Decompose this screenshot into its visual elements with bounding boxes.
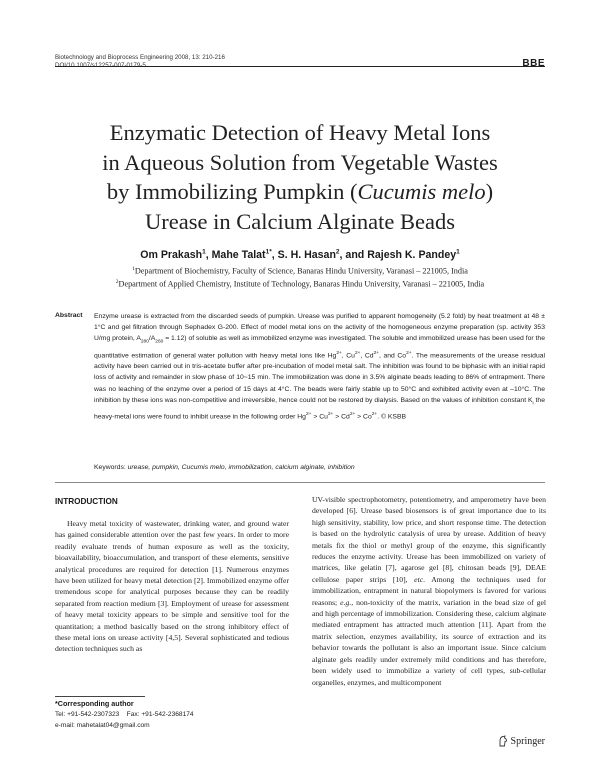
journal-line: Biotechnology and Bioprocess Engineering 2008, 13: 210-216 xyxy=(55,54,225,61)
affiliation-2: $^2$Department of Applied Chemistry, Institute of Technology, Banaras Hindu University, Varanasi – 221005, India xyxy=(115,279,485,289)
publisher-logo xyxy=(498,735,545,747)
journal-citation xyxy=(55,54,225,70)
title-line-3-pre: by Immobilizing Pumpkin ( xyxy=(106,179,358,204)
author: Rajesh K. Pandey$^1$ xyxy=(367,248,460,261)
affiliation-1: $^1$Department of Biochemistry, Faculty of Science, Banaras Hindu University, Varanasi – 221005, India xyxy=(132,266,468,276)
corresponding-author-label: *Corresponding author xyxy=(55,699,134,708)
title-line-3-post: ) xyxy=(485,179,494,204)
footnote-rule xyxy=(55,696,145,697)
left-column xyxy=(55,518,289,655)
right-column xyxy=(312,494,546,688)
author-list xyxy=(40,248,560,261)
keywords-rule xyxy=(55,482,545,483)
keywords xyxy=(94,464,545,471)
author: Mahe Talat$^{1*}$, xyxy=(211,248,278,261)
publisher-name: Springer xyxy=(510,735,545,747)
title-line-2: in Aqueous Solution from Vegetable Wastes xyxy=(102,149,498,175)
introduction-heading: INTRODUCTION xyxy=(55,497,118,506)
springer-horse-icon xyxy=(498,735,508,747)
author: Om Prakash$^1$, xyxy=(140,248,212,261)
title-line-4: Urease in Calcium Alginate Beads xyxy=(145,208,455,234)
author: S. H. Hasan$^2$, and xyxy=(277,248,368,261)
intro-paragraph-left: Heavy metal toxicity of wastewater, drinking water, and ground water has gained considerable attention over the past few years. In order to more readily evaluate trends of human exposure as well as the toxicity, bioavailability, bioaccumulation, and transport of these elements, sensitive analytical procedures are required for detection [1]. Numerous enzymes have been utilized for heavy metal detection [2]. Immobilized enzyme offer tremendous scope for analytical purposes because they can be readily separated from reaction medium [3]. Employment of urease for assessment of heavy metal toxicity appears to be simple and sensitive tool for the quantitation; a method basically based on the strong inhibitory effect of these metal ions on urease activity [4,5]. Several sophisticated and tedious detection techniques such as xyxy=(55,519,289,654)
keywords-list: urease, pumpkin, Cucumis melo, immobilization, calcium alginate, inhibition xyxy=(127,464,355,471)
title-line-3 xyxy=(40,177,560,207)
intro-paragraph-right: UV-visible spectrophotometry, potentiometry, and amperometry have been developed [6]. Urease based biosensors is of great importance due to its high sensitivity, stability, low price, and short response time. The detection is based on the hydrolytic catalysis of urea by urease. Addition of heavy metals fix the thiol or methyl group of the enzyme, this significantly reduces the enzyme activity. Urease has been immobilized on variety of matrices, like gelatin [7], agarose gel [8], chitosan beads [9], DEAE cellulose paper strips [10], etc. Among the techniques used for immobilization, entrapment in natural biopolymers is favored for various reasons; e.g., non-toxicity of the matrix, variation in the bead size of gel and high percentage of immobilization. Considering these, calcium alginate mediated entrapment has attracted much attention [11]. Apart from the matrix selection, enzymes availability, its source of extraction and its behavior towards the pollutant is also an important issue. Since calcium alginate gels readily under extremely mild conditions and has therefore, been widely used to immobilize a variety of cell types, sub-cellular organelles, enzymes, and multicomponent xyxy=(312,495,546,687)
header-rule xyxy=(55,66,545,67)
contact-email: e-mail: mahetalat04@gmail.com xyxy=(55,722,150,729)
abstract-label: Abstract xyxy=(55,312,83,319)
contact-phone: Tel: +91-542-2307323 Fax: +91-542-2368174 xyxy=(55,711,194,718)
journal-badge: BBE xyxy=(522,58,545,69)
paper-title xyxy=(40,118,560,236)
doi-line: DOI/10.1007/s12257-007-0179-5 xyxy=(55,62,146,69)
title-line-1: Enzymatic Detection of Heavy Metal Ions xyxy=(109,120,491,145)
title-species: Cucumis melo xyxy=(357,179,486,204)
abstract-text: Enzyme urease is extracted from the discarded seeds of pumpkin. Urease was purified to apparent homogeneity (5.2 fold) by heat treatment at 48 ± 1°C and gel filtration through Sephadex G-200. Effect of model metal ions on the activity of the homogeneous enzyme preparation (sp. activity 353 U/mg protein, $A_{280}/A_{260} = 1.12$) of soluble as well as immobilized enzyme was investigated. The soluble and immobilized urease has been used for the quantitative estimation of general water pollution with heavy metal ions like $Hg^{2+}$, $Cu^{2+}$, $Cd^{2+}$, and $Co^{2+}$. The measurements of the urease residual activity have been carried out in tris-acetate buffer after pre-incubation of model metal salt. The inhibition was found to be biphasic with an initial rapid loss of activity and remainder in slow phase of 10~15 min. The immobilization was done in 3.5% alginate beads leading to 86% of entrapment. There was no leaching of the enzyme over a period of 15 days at 4°C. The beads were fairly stable up to 50°C and exhibited activity even at –10°C. The inhibition by these ions was non-competitive and irreversible, hence could not be restored by dialysis. Based on the values of inhibition constant $K_i$ the heavy-metal ions were found to inhibit urease in the following order $Hg^{2+} > Cu^{2+} > Cd^{2+} > Co^{2+}$. © KSBB xyxy=(94,313,546,421)
keywords-label: Keywords: xyxy=(94,464,126,471)
